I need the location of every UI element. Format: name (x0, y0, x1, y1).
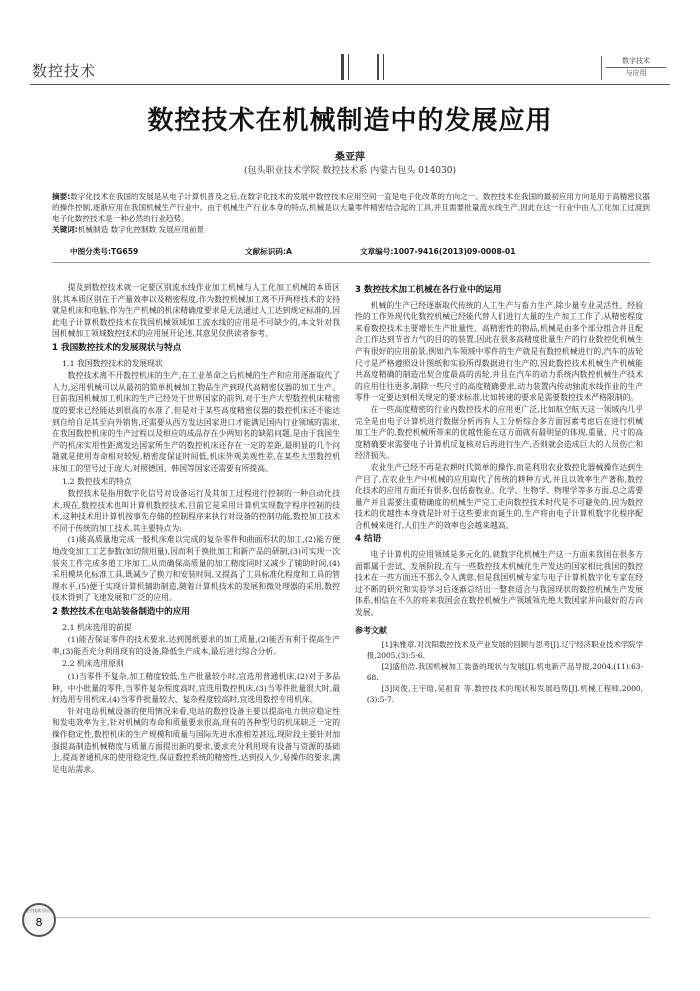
paragraph-1-2: 数控技术是指用数字化信号对设备运行及其加工过程进行控制的一种自动化技术,现在,数控技术也叫计算机数控技术,目前它是采用计算机实现数字程序控制的技术,这种技术用计算机按事先存储的控制程序来执行对设备的控制功能,数控加工技术不同于传统的加工技术,其主要特点为: (52, 489, 340, 533)
paragraph-1-2-list: (1)能高质量地完成一般机床难以完成的复杂零件和曲面形状的加工,(2)能方便地改变加工工艺参数(如切削用量),因而利于换批加工和新产品的研制,(3)可实现一次装夹工件完成多道工序加工,从而确保高质量的加工精度同时又减少了辅助时间,(4)采用模块化标准工具,既减少了换刀和安装时间,又提高了工具标准化程度和工具的管理水平,(5)便于实现计算机辅助制造,随着计算机技术的发展和微处理器的采用,数控技术得到了飞速发展和广泛的应用。 (52, 535, 340, 603)
abstract-text: 数字化技术在我国的发展是从电子计算机普及之后,在数字化技术的发展中数控技术应用空间一直是电子化改革的方向之一。数控技术在我国的最初应用方向是用于高精密仪器的操作控制,逐渐应用在我国机械生产行业中。由于机械生产行业本身的特点,机械是以大量零件精密结合起的工具,并且需要批量流水线生产,因此在这一行业中由人工化加工过渡到电子化数控技术是一种必然的行业趋势。 (52, 192, 650, 223)
section-title: 数控技术 (32, 62, 97, 80)
page-number-badge (22, 903, 56, 937)
subsection-heading-1-2: 1.2 数控技术的特点 (62, 476, 132, 486)
references-title: 参考文献 (355, 625, 387, 635)
keywords-text: 机械制造 数字化控制数 发展应用前景 (77, 225, 205, 234)
reference-item: [2]盛伯浩.我国机械加工装备的现状与发展[J].机电新产品导报,2004,(11):63-68. (366, 662, 643, 683)
section-heading-1: 1 我国数控技术的发展现状与特点 (52, 342, 182, 353)
journal-badge (601, 56, 670, 80)
subsection-heading-1-1: 1.1 我国数控技术的发展现状 (62, 358, 163, 368)
section-heading-3: 3 数控技术加工机械在各行业中的运用 (355, 285, 502, 295)
paragraph-3-1: 机械的生产已经逐渐取代传统的人工生产与畜力生产,除少量专业灵活性、经验性的工作外现代化数控机械已经能代替人们进行大量的生产加工工作了,从精密程度来看数控技术主要增长生产批量性、高精密性的物品,机械是由多个部分组合并且配合工作达到节省力气的目的的装置,因此在很多高精度批量生产的行业数控化机械生产有很好的应用前景,例如汽车领域中零件的生产就是有数控机械进行的,汽车的齿轮尺寸是严格遵照设计图纸和实验所得数据进行生产的,因此数控技术机械生产机械能共高度精确的制造出契合度最高的齿轮,并且在汽车的动力系统内数控机械生产技术的应用往往更多,制除一些尺寸的高度精确要求,动力装置内传动轴流水线作业的生产零件一定要达到相关规定的要求标准,比如转速的要求是需要数控技术严格限制的。 (355, 300, 643, 403)
article-number: 文章编号:1007-9416(2013)09-0008-01 (360, 247, 516, 256)
paragraph-2-2: (1)当零件不复杂,加工精度较低,生产批量较小时,宜选用普通机床,(2)对于多品种、中小批量的零件,当零件复杂程度高时,宜选用数控机床,(3)当零件批量很大时,最好选用专用机床,(4)当零件批量较大、复杂程度较高时,宜选用数控专用机床。 (52, 672, 340, 705)
abstract-label: 摘要: (52, 192, 71, 201)
article-author: 桑亚萍 (335, 152, 365, 163)
clc-number: 中图分类号:TG659 (70, 247, 139, 256)
paragraph-3-2: 在一些高度精密的行业内数控技术的应用更广泛,比如航空航天这一领域内几乎完全是由电子计算机进行数据分析再有人工分析综合多方面因素考虑后在进行机械加工生产的,数控机械所带来的优越性能在这方面就有最明显的体现,重量、尺寸的高度精确要求需要电子计算机反复核对后再进行生产,否则就会造成巨大的人员伤亡和经济损失。 (355, 404, 643, 461)
paragraph-2-1: (1)能否保证零件的技术要求,达到图纸要求的加工质量,(2)能否有利于提高生产率,(3)能否充分利用现有的设备,降低生产成本,最后进行综合分析。 (52, 635, 340, 656)
article-title: 数控技术在机械制造中的发展应用 (147, 106, 553, 136)
paragraph-2-2-b: 针对电站机械设备的使用情况来看,电站的数控设备主要以提高电力供应稳定性和发电效率为主,针对机械的寿命和质量要求很高,现有的各种型号的机床缺乏一定的操作稳定性,数控机床的生产规模和质量与国际先进水准相差甚远,现阶段主要针对加强提高制造机械精度与质量方面提出新的要求,要求充分利用现有设备与资源的基础上,提高普通机床的使用稳定性,保证数控系统的精密性,达到投入少,易操作的要求,满足电站需求。 (52, 706, 340, 774)
page-number: 8 (35, 916, 43, 929)
paragraph-3-3: 农业生产已经不再是农耕时代简单的操作,而是利用农业数控化器械操作达到生产目了,在农业生产中机械的应用取代了传统的耕种方式,并且以效率生产著称,数控化技术的应用方面还有很多,包括畜牧业、化学、生物学、物理学等多方面,总之需要量产并且需要注重精确度的机械生产完工走向数控技术时代是不可避免的,因为数控技术的优越性本身就是针对于这些要求而诞生的,生产将由电子计算机数字化程序配合机械来进行,人们生产的效率也会越来越高。 (355, 462, 643, 530)
badge-bottom-text: 与应用 (625, 69, 647, 77)
badge-label: 数字技术与应用 (25, 908, 53, 913)
section-heading-4: 4 结语 (355, 534, 382, 545)
paragraph-1-1: 数控技术离不开数控机床的生产,在工业革命之后机械的生产和应用逐渐取代了人力,运用机械可以从最初的简单机械加工物品生产到现代高精密仪器的加工生产。目前我国机械加工机床的生产已经处于世界国家的前列,对于生产大型数控机床精密度的要求已经能达到很高的水准了,但是对于某些高度精密仪器的数控机床还不能达到自给自足其至向外销售,还需要从西方发达国家进口才能满足国内行业领域的需求,在我国数控机床的生产过程以及相应的成品存在少两知名的缺陷问题,是由于我国生产的机床实用性距离发达国家所生产的数控机床还存在一定的差距,最明显的几个问题就是使用寿命相对较短,精密度保证时间低,机床外观美观性差,在某些大型数控机床加工的型号过于庞大,对照德国、韩国等国家还需要有所提高。 (52, 371, 340, 473)
intro-paragraph: 提及到数控技术就一定要区别流水线作业加工机械与人工化加工机械的本质区别,其本质区别在于产量效率以及精密程度,作为数控机械加工离不开两样技术的支持就是机床和电脑,作为生产机械的机床精确度要求是无法通过人工达到规定标准的,因此电子计算机数控技术在我国机械领域加工流水线的应用是不可缺少的,本文针对我国机械加工领域数控技术的应用展开论述,其意见仅供读者参考。 (52, 283, 340, 339)
right-column (355, 282, 643, 705)
journal-header (30, 50, 670, 92)
reference-item: [1]朱雅章.对沈阳数控技术及产业发展的回顾与思考[J].辽宁经济职业技术学院学报,2005,(3):5-6. (366, 640, 643, 661)
badge-top-text: 数字技术 (622, 57, 650, 65)
abstract-block (52, 191, 650, 235)
keywords-label: 关键词: (52, 225, 78, 234)
left-column (52, 282, 340, 775)
subsection-heading-2-1: 2.1 机床选用的前提 (62, 622, 132, 632)
section-heading-2: 2 数控技术在电站装备制造中的应用 (52, 607, 190, 618)
reference-item: [3]闵俊,王宇晗,吴祖育 等.数控技术的现状和发展趋势[J].机械工程师,2000,(3):5-7. (366, 684, 643, 705)
document-code: 文献标识码:A (245, 247, 292, 256)
paragraph-4: 电子计算机的应用领域是多元化的,就数字化机械生产这一方面来我国在很多方面都属于尝试、发展阶段,在与一些数控技术机械化生产发达的国家相比我国的数控技术在一些方面还不那么令人满意,但是我国机械专家与电子计算机数字化专家在经过不断的研究和实验学习后逐渐总结出一整套适合与我国现状的数控机械生产发展体系,相信在不久的将来我国会在数控机械生产领域领先绝大数国家并向最好的方向发展。 (355, 550, 643, 618)
author-affiliation: (包头职业技术学院 数控技术系 内蒙古包头 014030) (244, 166, 456, 176)
subsection-heading-2-2: 2.2 机床选用原则 (62, 659, 124, 669)
